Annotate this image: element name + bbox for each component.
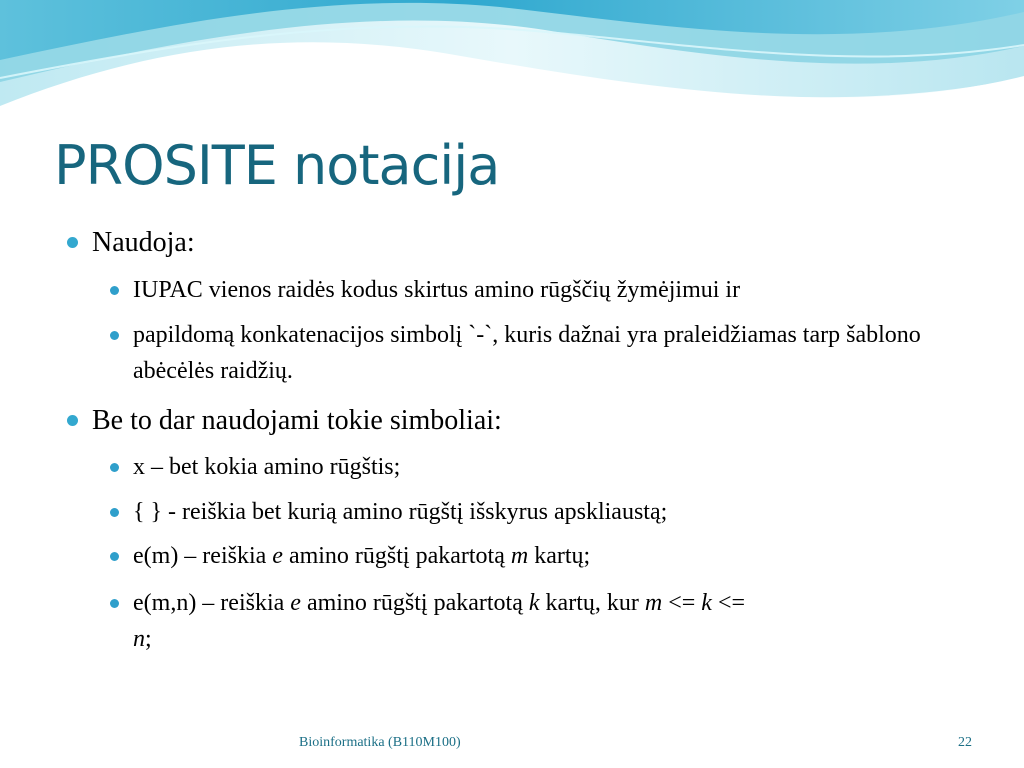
variable-e: e bbox=[272, 543, 283, 569]
rich-text-prefix: e(m,n) – reiškia bbox=[133, 590, 291, 616]
bullet-level1-symbols bbox=[92, 404, 502, 438]
bullet-level2-excluded-amino-acid bbox=[133, 494, 993, 530]
bullet-dot-icon bbox=[67, 415, 78, 426]
bullet-dot-icon bbox=[67, 237, 78, 248]
variable-k-second: k bbox=[701, 590, 712, 616]
bullet-text: x – bet kokia amino rūgštis; bbox=[133, 454, 401, 480]
bullet-level2-concatenation bbox=[133, 317, 953, 389]
bullet-level2-any-amino-acid bbox=[133, 449, 993, 485]
bullet-dot-icon bbox=[110, 508, 119, 517]
bullet-dot-icon bbox=[110, 463, 119, 472]
bullet-text: Naudoja: bbox=[92, 227, 195, 258]
variable-n: n bbox=[133, 626, 145, 652]
bullet-dot-icon bbox=[110, 599, 119, 608]
rich-text-middle: amino rūgštį pakartotą bbox=[300, 590, 529, 616]
variable-m: m bbox=[510, 543, 529, 569]
operator-less-equal: <= bbox=[662, 590, 702, 616]
bullet-level1-naudoja bbox=[92, 226, 195, 260]
footer-page-number: 22 bbox=[958, 735, 972, 750]
operator-less-equal-second: <= bbox=[711, 590, 746, 616]
bullet-dot-icon bbox=[110, 286, 119, 295]
slide-title: PROSITE notacija bbox=[54, 134, 500, 197]
bullet-level2-iupac bbox=[133, 272, 993, 308]
rich-text-suffix: kartų; bbox=[528, 543, 591, 569]
variable-e: e bbox=[290, 590, 301, 616]
bullet-level2-repeat-range bbox=[133, 585, 993, 657]
bullet-dot-icon bbox=[110, 331, 119, 340]
bullet-level2-repeat-m bbox=[133, 538, 993, 574]
rich-text-middle: amino rūgštį pakartotą bbox=[282, 543, 511, 569]
variable-k: k bbox=[528, 590, 540, 616]
rich-text-middle2: kartų, kur bbox=[539, 590, 645, 616]
bullet-text: IUPAC vienos raidės kodus skirtus amino rūgščių žymėjimui ir bbox=[133, 277, 741, 303]
bullet-text: { } - reiškia bet kurią amino rūgštį išskyrus apskliaustą; bbox=[133, 499, 668, 525]
bullet-text: Be to dar naudojami tokie simboliai: bbox=[92, 405, 502, 436]
variable-m: m bbox=[644, 590, 663, 616]
rich-text-suffix: ; bbox=[145, 626, 152, 652]
bullet-dot-icon bbox=[110, 552, 119, 561]
rich-text-prefix: e(m) – reiškia bbox=[133, 543, 273, 569]
footer-course-title: Bioinformatika (B110M100) bbox=[299, 735, 461, 750]
bullet-text: papildomą konkatenacijos simbolį `-`, kuris dažnai yra praleidžiamas tarp šablono abėcėlės raidžių. bbox=[133, 322, 921, 384]
decorative-wave-header bbox=[0, 0, 1024, 120]
